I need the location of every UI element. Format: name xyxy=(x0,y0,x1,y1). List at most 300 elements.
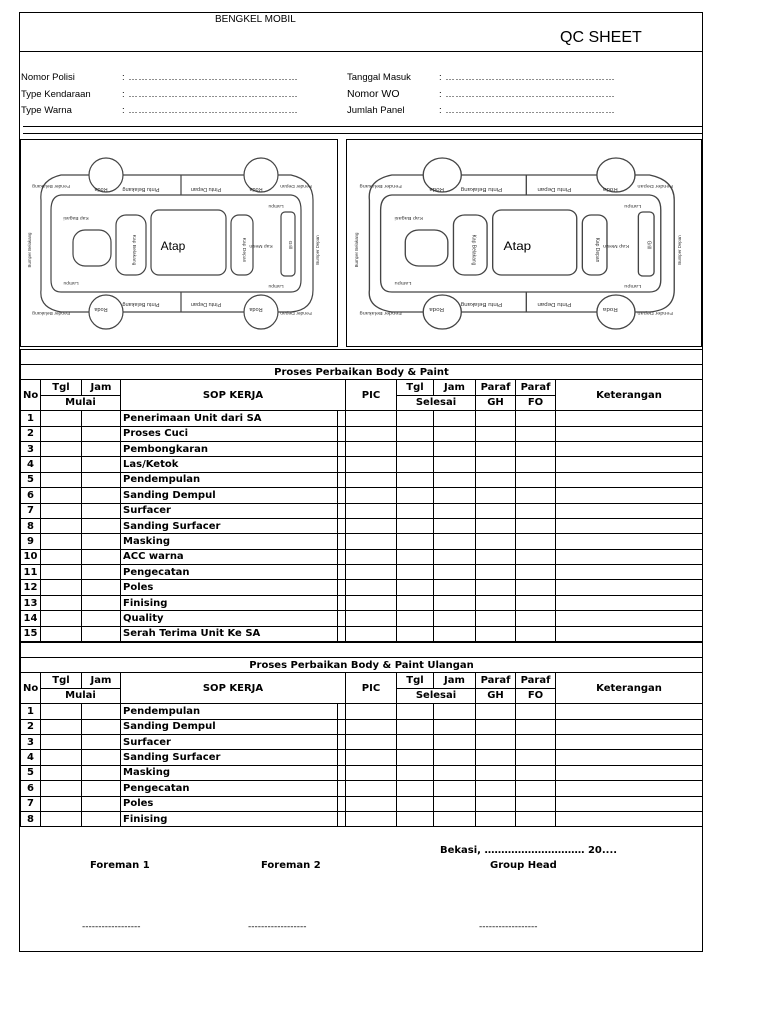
paraf-fo-cell[interactable] xyxy=(516,611,556,626)
part-label: Fender Depan xyxy=(280,310,312,315)
header-row-1 xyxy=(21,673,703,688)
table-row xyxy=(21,781,703,796)
info-value-nomor-wo[interactable]: : …………………………………………… xyxy=(439,89,616,100)
tgl-selesai-cell[interactable] xyxy=(397,411,434,426)
paraf-gh-cell[interactable] xyxy=(476,719,516,734)
col-tgl-mulai: Tgl xyxy=(41,380,82,395)
jam-selesai-cell[interactable] xyxy=(434,534,476,549)
pic-cell[interactable] xyxy=(346,534,397,549)
jam-mulai-cell[interactable] xyxy=(82,457,121,472)
keterangan-cell[interactable] xyxy=(556,426,703,441)
tgl-mulai-cell[interactable] xyxy=(41,811,82,826)
sop-task: Quality xyxy=(121,611,338,626)
part-label: Lampu xyxy=(268,203,284,208)
paraf-fo-cell[interactable] xyxy=(516,488,556,503)
tgl-selesai-cell[interactable] xyxy=(397,811,434,826)
jam-mulai-cell[interactable] xyxy=(82,426,121,441)
tgl-selesai-cell[interactable] xyxy=(397,534,434,549)
jam-mulai-cell[interactable] xyxy=(82,472,121,487)
shop-name: BENGKEL MOBIL xyxy=(215,14,296,25)
jam-mulai-cell[interactable] xyxy=(82,565,121,580)
part-label: Kap Belakang xyxy=(131,234,136,266)
sop-gap-cell xyxy=(338,426,346,441)
keterangan-cell[interactable] xyxy=(556,811,703,826)
jam-selesai-cell[interactable] xyxy=(434,750,476,765)
row-no: 7 xyxy=(21,796,41,811)
keterangan-cell[interactable] xyxy=(556,534,703,549)
table-row xyxy=(21,426,703,441)
part-label: Kap Depan xyxy=(241,237,246,263)
tgl-mulai-cell[interactable] xyxy=(41,595,82,610)
jam-mulai-cell[interactable] xyxy=(82,796,121,811)
paraf-gh-cell[interactable] xyxy=(476,765,516,780)
part-label: Roda xyxy=(94,306,108,312)
jam-selesai-cell[interactable] xyxy=(434,611,476,626)
part-label: Bumper Depan xyxy=(676,235,683,265)
paraf-fo-cell[interactable] xyxy=(516,734,556,749)
tgl-mulai-cell[interactable] xyxy=(41,472,82,487)
double-line-divider xyxy=(23,126,702,134)
table-row xyxy=(21,411,703,426)
tgl-selesai-cell[interactable] xyxy=(397,611,434,626)
jam-selesai-cell[interactable] xyxy=(434,734,476,749)
paraf-fo-cell[interactable] xyxy=(516,811,556,826)
car-diagram-left[interactable] xyxy=(20,139,338,347)
paraf-gh-cell[interactable] xyxy=(476,734,516,749)
paraf-gh-cell[interactable] xyxy=(476,549,516,564)
part-label: Fender Belakang xyxy=(32,310,70,315)
jam-mulai-cell[interactable] xyxy=(82,595,121,610)
keterangan-cell[interactable] xyxy=(556,472,703,487)
row-no: 3 xyxy=(21,734,41,749)
paraf-gh-cell[interactable] xyxy=(476,595,516,610)
process-table-2 xyxy=(20,642,703,827)
col-no: No xyxy=(21,380,41,411)
part-label: Kap Bagasi xyxy=(63,215,89,220)
tgl-mulai-cell[interactable] xyxy=(41,750,82,765)
row-no: 14 xyxy=(21,611,41,626)
jam-mulai-cell[interactable] xyxy=(82,411,121,426)
jam-mulai-cell[interactable] xyxy=(82,441,121,456)
sop-gap-cell xyxy=(338,457,346,472)
col-mulai: Mulai xyxy=(41,395,121,410)
spacer-row xyxy=(21,350,703,365)
paraf-gh-cell[interactable] xyxy=(476,611,516,626)
pic-cell[interactable] xyxy=(346,765,397,780)
col-jam-mulai: Jam xyxy=(82,673,121,688)
sop-gap-cell xyxy=(338,781,346,796)
tgl-mulai-cell[interactable] xyxy=(41,719,82,734)
part-label: Roda xyxy=(602,306,618,312)
sop-gap-cell xyxy=(338,503,346,518)
pic-cell[interactable] xyxy=(346,811,397,826)
paraf-fo-cell[interactable] xyxy=(516,472,556,487)
info-label-nomor-wo: Nomor WO xyxy=(347,88,400,100)
part-label: Pintu Depan xyxy=(537,301,572,307)
place-date[interactable]: Bekasi, ………………………… 20.... xyxy=(440,845,618,856)
part-label: Grill xyxy=(645,240,652,250)
keterangan-cell[interactable] xyxy=(556,781,703,796)
part-label: Bumper Belakang xyxy=(353,232,360,268)
tgl-selesai-cell[interactable] xyxy=(397,549,434,564)
tgl-selesai-cell[interactable] xyxy=(397,719,434,734)
tgl-mulai-cell[interactable] xyxy=(41,534,82,549)
pic-cell[interactable] xyxy=(346,734,397,749)
table-row xyxy=(21,704,703,719)
paraf-fo-cell[interactable] xyxy=(516,411,556,426)
process-table-1 xyxy=(20,349,703,642)
paraf-gh-cell[interactable] xyxy=(476,580,516,595)
pic-cell[interactable] xyxy=(346,750,397,765)
group-head-label: Group Head xyxy=(490,860,557,871)
keterangan-cell[interactable] xyxy=(556,503,703,518)
jam-selesai-cell[interactable] xyxy=(434,549,476,564)
tgl-selesai-cell[interactable] xyxy=(397,580,434,595)
keterangan-cell[interactable] xyxy=(556,549,703,564)
sheet-title: QC SHEET xyxy=(560,29,642,46)
paraf-gh-cell[interactable] xyxy=(476,411,516,426)
paraf-gh-cell[interactable] xyxy=(476,441,516,456)
jam-selesai-cell[interactable] xyxy=(434,704,476,719)
paraf-gh-cell[interactable] xyxy=(476,518,516,533)
tgl-selesai-cell[interactable] xyxy=(397,457,434,472)
jam-mulai-cell[interactable] xyxy=(82,781,121,796)
foreman-2-signature-line[interactable]: ------------------ xyxy=(248,922,307,932)
car-outline-left xyxy=(21,140,336,345)
part-label: Bumper Belakang xyxy=(27,232,32,268)
part-label: Kap Mesin xyxy=(249,243,273,248)
jam-selesai-cell[interactable] xyxy=(434,518,476,533)
keterangan-cell[interactable] xyxy=(556,796,703,811)
paraf-fo-cell[interactable] xyxy=(516,457,556,472)
keterangan-cell[interactable] xyxy=(556,750,703,765)
keterangan-cell[interactable] xyxy=(556,765,703,780)
tgl-mulai-cell[interactable] xyxy=(41,734,82,749)
pic-cell[interactable] xyxy=(346,518,397,533)
pic-cell[interactable] xyxy=(346,549,397,564)
col-jam-selesai: Jam xyxy=(434,380,476,395)
pic-cell[interactable] xyxy=(346,488,397,503)
jam-mulai-cell[interactable] xyxy=(82,734,121,749)
pic-cell[interactable] xyxy=(346,719,397,734)
paraf-fo-cell[interactable] xyxy=(516,626,556,641)
jam-mulai-cell[interactable] xyxy=(82,626,121,641)
tgl-mulai-cell[interactable] xyxy=(41,457,82,472)
paraf-gh-cell[interactable] xyxy=(476,488,516,503)
sop-task: Proses Cuci xyxy=(121,426,338,441)
tgl-mulai-cell[interactable] xyxy=(41,518,82,533)
pic-cell[interactable] xyxy=(346,503,397,518)
keterangan-cell[interactable] xyxy=(556,626,703,641)
keterangan-cell[interactable] xyxy=(556,595,703,610)
paraf-gh-cell[interactable] xyxy=(476,565,516,580)
keterangan-cell[interactable] xyxy=(556,488,703,503)
paraf-fo-cell[interactable] xyxy=(516,534,556,549)
tgl-selesai-cell[interactable] xyxy=(397,750,434,765)
pic-cell[interactable] xyxy=(346,781,397,796)
info-label-jumlah-panel: Jumlah Panel xyxy=(347,105,405,116)
row-no: 3 xyxy=(21,441,41,456)
jam-mulai-cell[interactable] xyxy=(82,611,121,626)
col-pic: PIC xyxy=(346,673,397,704)
tgl-mulai-cell[interactable] xyxy=(41,426,82,441)
info-value-type-warna[interactable]: : …………………………………………… xyxy=(122,105,299,116)
tgl-selesai-cell[interactable] xyxy=(397,796,434,811)
sop-task: Pengecatan xyxy=(121,565,338,580)
part-label: Lampu xyxy=(394,280,412,286)
jam-selesai-cell[interactable] xyxy=(434,426,476,441)
sop-task: Pendempulan xyxy=(121,704,338,719)
paraf-fo-cell[interactable] xyxy=(516,750,556,765)
keterangan-cell[interactable] xyxy=(556,411,703,426)
jam-selesai-cell[interactable] xyxy=(434,626,476,641)
keterangan-cell[interactable] xyxy=(556,441,703,456)
paraf-gh-cell[interactable] xyxy=(476,534,516,549)
jam-selesai-cell[interactable] xyxy=(434,580,476,595)
part-label: Lampu xyxy=(624,203,642,209)
col-selesai: Selesai xyxy=(397,395,476,410)
center-label-atap: Atap xyxy=(503,238,532,253)
row-no: 6 xyxy=(21,781,41,796)
jam-selesai-cell[interactable] xyxy=(434,503,476,518)
paraf-fo-cell[interactable] xyxy=(516,765,556,780)
sop-gap-cell xyxy=(338,488,346,503)
pic-cell[interactable] xyxy=(346,595,397,610)
wheel-3 xyxy=(597,295,635,329)
jam-selesai-cell[interactable] xyxy=(434,411,476,426)
sop-task: Poles xyxy=(121,796,338,811)
paraf-gh-cell[interactable] xyxy=(476,781,516,796)
row-no: 10 xyxy=(21,549,41,564)
paraf-fo-cell[interactable] xyxy=(516,781,556,796)
section-title-row xyxy=(21,365,703,380)
jam-mulai-cell[interactable] xyxy=(82,549,121,564)
tgl-mulai-cell[interactable] xyxy=(41,411,82,426)
keterangan-cell[interactable] xyxy=(556,518,703,533)
keterangan-cell[interactable] xyxy=(556,457,703,472)
group-head-signature-line[interactable]: ------------------ xyxy=(479,922,538,932)
tgl-selesai-cell[interactable] xyxy=(397,595,434,610)
section-title: Proses Perbaikan Body & Paint xyxy=(21,365,703,380)
paraf-gh-cell[interactable] xyxy=(476,750,516,765)
tgl-mulai-cell[interactable] xyxy=(41,796,82,811)
paraf-gh-cell[interactable] xyxy=(476,811,516,826)
jam-selesai-cell[interactable] xyxy=(434,441,476,456)
tgl-selesai-cell[interactable] xyxy=(397,626,434,641)
sop-task: Sanding Surfacer xyxy=(121,750,338,765)
jam-selesai-cell[interactable] xyxy=(434,811,476,826)
jam-mulai-cell[interactable] xyxy=(82,503,121,518)
paraf-fo-cell[interactable] xyxy=(516,565,556,580)
center-label-atap: Atap xyxy=(160,239,186,253)
jam-mulai-cell[interactable] xyxy=(82,765,121,780)
table-row xyxy=(21,472,703,487)
pic-cell[interactable] xyxy=(346,457,397,472)
sop-gap-cell xyxy=(338,580,346,595)
part-label: Fender Belakang xyxy=(359,183,402,189)
jam-mulai-cell[interactable] xyxy=(82,704,121,719)
pic-cell[interactable] xyxy=(346,580,397,595)
col-pic: PIC xyxy=(346,380,397,411)
paraf-gh-cell[interactable] xyxy=(476,426,516,441)
tgl-mulai-cell[interactable] xyxy=(41,611,82,626)
jam-selesai-cell[interactable] xyxy=(434,488,476,503)
tgl-selesai-cell[interactable] xyxy=(397,472,434,487)
tgl-selesai-cell[interactable] xyxy=(397,781,434,796)
pic-cell[interactable] xyxy=(346,472,397,487)
paraf-fo-cell[interactable] xyxy=(516,518,556,533)
part-label: Fender Depan xyxy=(637,183,673,189)
tgl-selesai-cell[interactable] xyxy=(397,488,434,503)
sop-gap-cell xyxy=(338,750,346,765)
jam-selesai-cell[interactable] xyxy=(434,457,476,472)
header-row-1 xyxy=(21,380,703,395)
col-sop-kerja: SOP KERJA xyxy=(121,380,346,411)
foreman-1-signature-line[interactable]: ------------------ xyxy=(82,922,141,932)
tgl-mulai-cell[interactable] xyxy=(41,488,82,503)
tgl-mulai-cell[interactable] xyxy=(41,626,82,641)
tgl-selesai-cell[interactable] xyxy=(397,734,434,749)
part-label: Roda xyxy=(249,186,263,192)
pic-cell[interactable] xyxy=(346,411,397,426)
part-label: Roda xyxy=(94,186,108,192)
rear-window xyxy=(116,215,146,275)
part-label: Fender Belakang xyxy=(32,183,70,188)
pic-cell[interactable] xyxy=(346,704,397,719)
jam-mulai-cell[interactable] xyxy=(82,811,121,826)
part-label: Pintu Belakang xyxy=(460,186,503,192)
table-row xyxy=(21,734,703,749)
tgl-selesai-cell[interactable] xyxy=(397,765,434,780)
part-label: Kap Mesin xyxy=(602,243,630,249)
tgl-mulai-cell[interactable] xyxy=(41,441,82,456)
keterangan-cell[interactable] xyxy=(556,611,703,626)
info-value-jumlah-panel[interactable]: : …………………………………………… xyxy=(439,105,616,116)
tgl-selesai-cell[interactable] xyxy=(397,503,434,518)
paraf-gh-cell[interactable] xyxy=(476,704,516,719)
jam-selesai-cell[interactable] xyxy=(434,796,476,811)
paraf-fo-cell[interactable] xyxy=(516,503,556,518)
part-label: Roda xyxy=(429,306,445,312)
paraf-gh-cell[interactable] xyxy=(476,472,516,487)
row-no: 6 xyxy=(21,488,41,503)
keterangan-cell[interactable] xyxy=(556,719,703,734)
part-label: Pintu Depan xyxy=(190,186,222,192)
tgl-selesai-cell[interactable] xyxy=(397,426,434,441)
jam-selesai-cell[interactable] xyxy=(434,565,476,580)
col-gh: GH xyxy=(476,395,516,410)
tgl-selesai-cell[interactable] xyxy=(397,518,434,533)
pic-cell[interactable] xyxy=(346,426,397,441)
tgl-mulai-cell[interactable] xyxy=(41,565,82,580)
paraf-fo-cell[interactable] xyxy=(516,441,556,456)
tgl-mulai-cell[interactable] xyxy=(41,765,82,780)
jam-selesai-cell[interactable] xyxy=(434,472,476,487)
jam-selesai-cell[interactable] xyxy=(434,719,476,734)
part-label: Kap Bagasi xyxy=(394,215,423,221)
part-label: Pintu Depan xyxy=(537,186,572,192)
row-no: 11 xyxy=(21,565,41,580)
info-label-type-warna: Type Warna xyxy=(21,105,72,116)
tgl-mulai-cell[interactable] xyxy=(41,781,82,796)
jam-mulai-cell[interactable] xyxy=(82,719,121,734)
car-shape xyxy=(354,158,682,329)
keterangan-cell[interactable] xyxy=(556,734,703,749)
jam-mulai-cell[interactable] xyxy=(82,518,121,533)
pic-cell[interactable] xyxy=(346,441,397,456)
paraf-gh-cell[interactable] xyxy=(476,503,516,518)
paraf-fo-cell[interactable] xyxy=(516,426,556,441)
part-label: Lampu xyxy=(268,283,284,288)
table-row xyxy=(21,719,703,734)
tgl-mulai-cell[interactable] xyxy=(41,704,82,719)
jam-selesai-cell[interactable] xyxy=(434,595,476,610)
keterangan-cell[interactable] xyxy=(556,704,703,719)
row-no: 2 xyxy=(21,719,41,734)
pic-cell[interactable] xyxy=(346,565,397,580)
row-no: 4 xyxy=(21,750,41,765)
car-diagram-right[interactable] xyxy=(346,139,702,347)
tgl-mulai-cell[interactable] xyxy=(41,549,82,564)
pic-cell[interactable] xyxy=(346,626,397,641)
sop-gap-cell xyxy=(338,549,346,564)
keterangan-cell[interactable] xyxy=(556,580,703,595)
col-sop-kerja: SOP KERJA xyxy=(121,673,346,704)
keterangan-cell[interactable] xyxy=(556,565,703,580)
paraf-gh-cell[interactable] xyxy=(476,796,516,811)
part-label: Pintu Belakang xyxy=(460,301,503,307)
spacer-row xyxy=(21,643,703,658)
table-row xyxy=(21,488,703,503)
pic-cell[interactable] xyxy=(346,796,397,811)
sop-gap-cell xyxy=(338,518,346,533)
tgl-mulai-cell[interactable] xyxy=(41,580,82,595)
paraf-fo-cell[interactable] xyxy=(516,549,556,564)
part-label: Pintu Belakang xyxy=(122,186,160,192)
jam-mulai-cell[interactable] xyxy=(82,488,121,503)
tgl-mulai-cell[interactable] xyxy=(41,503,82,518)
paraf-fo-cell[interactable] xyxy=(516,704,556,719)
sop-gap-cell xyxy=(338,719,346,734)
info-value-type-kendaraan[interactable]: : …………………………………………… xyxy=(122,89,299,100)
paraf-fo-cell[interactable] xyxy=(516,796,556,811)
sop-gap-cell xyxy=(338,611,346,626)
paraf-gh-cell[interactable] xyxy=(476,626,516,641)
info-value-nomor-polisi[interactable]: : …………………………………………… xyxy=(122,72,299,83)
paraf-gh-cell[interactable] xyxy=(476,457,516,472)
part-label: Roda xyxy=(602,186,618,192)
col-tgl-selesai: Tgl xyxy=(397,380,434,395)
sop-task: Pengecatan xyxy=(121,781,338,796)
sop-task: Surfacer xyxy=(121,503,338,518)
pic-cell[interactable] xyxy=(346,611,397,626)
wheel-2 xyxy=(423,295,461,329)
jam-selesai-cell[interactable] xyxy=(434,765,476,780)
paraf-fo-cell[interactable] xyxy=(516,580,556,595)
jam-mulai-cell[interactable] xyxy=(82,580,121,595)
jam-mulai-cell[interactable] xyxy=(82,750,121,765)
jam-selesai-cell[interactable] xyxy=(434,781,476,796)
jam-mulai-cell[interactable] xyxy=(82,534,121,549)
info-value-tanggal-masuk[interactable]: : …………………………………………… xyxy=(439,72,616,83)
tgl-selesai-cell[interactable] xyxy=(397,704,434,719)
trunk-shape xyxy=(73,230,111,266)
sop-task: Sanding Dempul xyxy=(121,488,338,503)
tgl-selesai-cell[interactable] xyxy=(397,441,434,456)
tgl-selesai-cell[interactable] xyxy=(397,565,434,580)
paraf-fo-cell[interactable] xyxy=(516,719,556,734)
paraf-fo-cell[interactable] xyxy=(516,595,556,610)
